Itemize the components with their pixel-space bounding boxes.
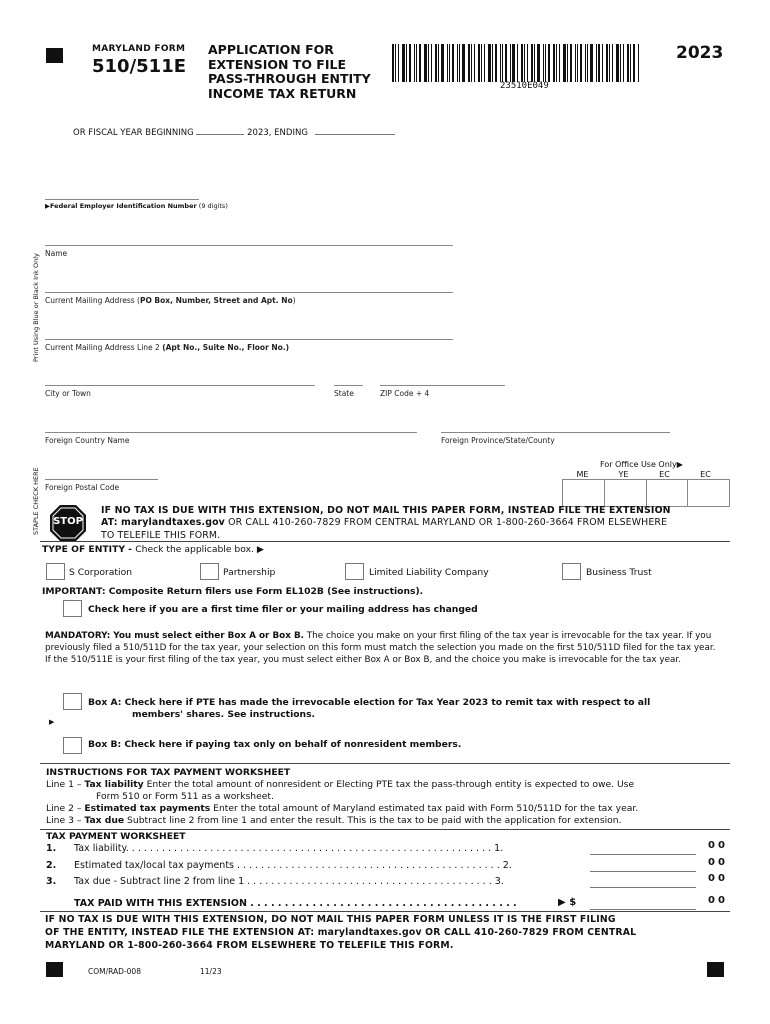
box-b-checkbox[interactable] <box>63 737 82 754</box>
mandatory-text-1: The choice you make on your first filing of the tax year is irrevocable for the tax year. If you previously filed a 510/511D for the tax year, your selection on this form must match the selection you made on the first 510/511D filed for the tax year. <box>45 631 716 653</box>
address1-label-prefix: Current Mailing Address ( <box>45 296 140 305</box>
instr-line2-prefix: Line 2 – <box>46 803 85 814</box>
barcode-bar <box>402 44 405 82</box>
line-number: 3. <box>46 876 57 887</box>
divider <box>40 541 730 542</box>
barcode-bar <box>409 44 411 82</box>
office-use-title-text: For Office Use Only <box>600 460 677 469</box>
barcode-bar <box>459 44 460 82</box>
box-b-label: Box B: Check here if paying tax only on behalf of nonresident members. <box>88 739 462 750</box>
foreign-country-field[interactable] <box>45 432 417 433</box>
barcode-bar <box>468 44 470 82</box>
barcode-bar <box>627 44 629 82</box>
instr-line3-text: Subtract line 2 from line 1 and enter the result. This is the tax to be paid with the application for extension. <box>124 815 622 826</box>
barcode-bar <box>585 44 586 82</box>
foreign-province-label: Foreign Province/State/County <box>441 436 555 445</box>
barcode-bar <box>481 44 482 82</box>
barcode-bar <box>527 44 528 82</box>
barcode-bar <box>570 44 572 82</box>
address2-label <box>45 343 289 352</box>
title-line: APPLICATION FOR <box>208 42 334 57</box>
barcode-bar <box>616 44 619 82</box>
foreign-postal-field[interactable] <box>45 479 158 480</box>
line-2-cents: 00 <box>708 857 728 868</box>
instr-line1-prefix: Line 1 – <box>46 779 85 790</box>
dollar-sign: $ <box>569 897 577 908</box>
office-use-title <box>600 460 683 469</box>
barcode-bar <box>587 44 588 82</box>
barcode-bar <box>596 44 597 82</box>
fein-label-note: (9 digits) <box>198 202 228 210</box>
barcode-bar <box>609 44 610 82</box>
barcode-bar <box>630 44 631 82</box>
barcode-bar <box>598 44 600 82</box>
total-cents: 00 <box>708 895 728 906</box>
address1-label <box>45 296 296 305</box>
barcode-bar <box>406 44 407 82</box>
barcode-bar <box>431 44 432 82</box>
line-text: Estimated tax/local tax payments . . . . . . . . . . . . . . . . . . . . . . . . . . . . . . . . . . . . . . . . . . . . 2. <box>74 860 512 871</box>
footer-notice-line: MARYLAND OR 1-800-260-3664 FROM ELSEWHERE TO TELEFILE THIS FORM. <box>45 940 454 951</box>
office-col-ec2: EC <box>700 470 711 479</box>
tax-paid-dollar <box>558 897 576 908</box>
barcode-bar <box>548 44 550 82</box>
line-1-cents: 00 <box>708 840 728 851</box>
divider <box>40 911 730 912</box>
barcode-bar <box>457 44 458 82</box>
barcode-bar <box>484 44 485 82</box>
fein-label <box>45 202 228 210</box>
box-a-checkbox[interactable] <box>63 693 82 710</box>
office-col-ec: EC <box>659 470 670 479</box>
barcode-bar <box>452 44 454 82</box>
partnership-label: Partnership <box>223 567 276 578</box>
barcode-bar <box>428 44 429 82</box>
barcode-bar <box>638 44 639 82</box>
barcode-bar <box>524 44 525 82</box>
instr-line1-bold: Tax liability <box>84 779 144 790</box>
barcode-bar <box>537 44 540 82</box>
barcode-bar <box>462 44 465 82</box>
barcode-bar <box>521 44 523 82</box>
tax-due-amount[interactable] <box>590 876 696 888</box>
barcode-bar <box>575 44 576 82</box>
barcode-bar <box>556 44 557 82</box>
barcode-bar <box>438 44 439 82</box>
instr-line3-bold: Tax due <box>84 815 125 826</box>
address2-label-bold: (Apt No., Suite No., Floor No.) <box>162 343 290 352</box>
s-corporation-checkbox[interactable] <box>46 563 65 580</box>
tax-liability-amount[interactable] <box>590 843 696 855</box>
barcode-bar <box>488 44 491 82</box>
fiscal-year-row <box>73 128 395 138</box>
business-trust-label: Business Trust <box>586 567 652 578</box>
barcode-bar <box>441 44 444 82</box>
llc-checkbox[interactable] <box>345 563 364 580</box>
instr-line3-prefix: Line 3 – <box>46 815 85 826</box>
mandatory-text-2: If the 510/511E is your first filing of the tax year, you must select either Box A or Box B, and the choice you make is irrevocable for the tax year. <box>45 655 682 665</box>
first-time-filer-checkbox[interactable] <box>63 600 82 617</box>
entity-type-label <box>42 544 264 555</box>
barcode-bar <box>416 44 417 82</box>
s-corporation-label: S Corporation <box>69 567 133 578</box>
office-use-grid <box>562 479 730 507</box>
important-note: IMPORTANT: Composite Return filers use Form EL102B (See instructions). <box>42 586 424 597</box>
barcode-bars <box>392 44 664 82</box>
barcode-bar <box>580 44 582 82</box>
barcode-bar <box>553 44 555 82</box>
name-label: Name <box>45 249 68 258</box>
instr-line1-text2: Form 510 or Form 511 as a worksheet. <box>96 791 274 802</box>
instr-line2-bold: Estimated tax payments <box>84 803 211 814</box>
stop-notice <box>101 505 671 542</box>
instr-line1-text: Enter the total amount of nonresident or Electing PTE tax the pass-through entity is expected to owe. Use <box>143 779 635 790</box>
barcode-bar <box>620 44 621 82</box>
barcode-bar <box>534 44 535 82</box>
arrow-right-icon: ▶ <box>558 897 566 908</box>
barcode <box>392 44 664 91</box>
barcode-bar <box>543 44 544 82</box>
arrow-right-icon: ▶ <box>49 718 55 726</box>
worksheet-title: TAX PAYMENT WORKSHEET <box>46 831 186 842</box>
form-number: 510/511E <box>92 56 187 77</box>
barcode-bar <box>606 44 608 82</box>
title-line: PASS-THROUGH ENTITY <box>208 71 371 86</box>
instr-line2-text: Enter the total amount of Maryland estimated tax paid with Form 510/511D for the tax year. <box>210 803 639 814</box>
barcode-bar <box>419 44 421 82</box>
divider <box>40 763 730 764</box>
city-label: City or Town <box>45 389 91 398</box>
foreign-province-field[interactable] <box>441 432 670 433</box>
name-field[interactable] <box>45 245 453 246</box>
estimated-payments-amount[interactable] <box>590 860 696 872</box>
barcode-bar <box>517 44 518 82</box>
business-trust-checkbox[interactable] <box>562 563 581 580</box>
stop-sign-text: STOP <box>53 516 83 527</box>
instructions-title: INSTRUCTIONS FOR TAX PAYMENT WORKSHEET <box>46 767 291 778</box>
office-cell <box>605 480 647 506</box>
barcode-bar <box>512 44 515 82</box>
box-a-label <box>88 697 650 721</box>
registration-mark-bottom-left <box>46 962 63 977</box>
barcode-bar <box>478 44 480 82</box>
worksheet-line-1 <box>46 843 586 854</box>
footer-notice <box>45 913 636 952</box>
fein-label-bold: Federal Employer Identification Number <box>50 202 197 210</box>
arrow-right-icon: ▶ <box>676 460 683 469</box>
city-field[interactable] <box>45 385 315 386</box>
entity-label-bold: TYPE OF ENTITY - <box>42 544 136 555</box>
barcode-bar <box>545 44 546 82</box>
form-title <box>208 43 371 101</box>
foreign-country-label: Foreign Country Name <box>45 436 130 445</box>
entity-label-rest: Check the applicable box. <box>135 544 254 555</box>
barcode-bar <box>633 44 635 82</box>
barcode-bar <box>623 44 624 82</box>
fiscal-end-field[interactable] <box>315 134 395 135</box>
form-code: COM/RAD-008 <box>88 967 141 976</box>
address2-label-prefix: Current Mailing Address Line 2 <box>45 343 163 352</box>
barcode-bar <box>398 44 399 82</box>
divider <box>40 829 730 830</box>
barcode-bar <box>449 44 450 82</box>
barcode-bar <box>492 44 493 82</box>
registration-mark-top-left <box>46 48 63 63</box>
worksheet-instructions <box>46 767 730 827</box>
mandatory-paragraph <box>45 630 725 666</box>
barcode-bar <box>510 44 511 82</box>
barcode-bar <box>447 44 448 82</box>
stop-line-3: TO TELEFILE THIS FORM. <box>101 529 221 541</box>
line-text: Tax due - Subtract line 2 from line 1 . . . . . . . . . . . . . . . . . . . . . . . . . . . . . . . . . . . . . . . . . 3. <box>74 876 504 887</box>
stop-line-1: IF NO TAX IS DUE WITH THIS EXTENSION, DO NOT MAIL THIS PAPER FORM, INSTEAD FILE THE EXTENSION <box>101 505 671 516</box>
address2-field[interactable] <box>45 339 453 340</box>
barcode-bar <box>563 44 566 82</box>
form-revision: 11/23 <box>200 967 222 976</box>
ink-instruction: Print Using Blue or Black Ink Only <box>32 253 40 362</box>
state-field[interactable] <box>334 385 363 386</box>
office-cell <box>688 480 729 506</box>
footer-notice-line: IF NO TAX IS DUE WITH THIS EXTENSION, DO NOT MAIL THIS PAPER FORM UNLESS IT IS THE FIRST FILING <box>45 914 616 925</box>
first-time-filer-label: Check here if you are a first time filer or your mailing address has changed <box>88 604 478 615</box>
barcode-bar <box>424 44 427 82</box>
line-3-cents: 00 <box>708 873 728 884</box>
box-a-line-2: members' shares. See instructions. <box>132 709 316 720</box>
barcode-bar <box>392 44 394 82</box>
office-cell <box>563 480 605 506</box>
barcode-bar <box>502 44 503 82</box>
barcode-bar <box>495 44 497 82</box>
line-number: 2. <box>46 860 57 871</box>
barcode-bar <box>500 44 501 82</box>
foreign-postal-label: Foreign Postal Code <box>45 483 120 492</box>
address1-label-suffix: ) <box>292 296 296 305</box>
barcode-bar <box>395 44 396 82</box>
footer-notice-line: OF THE ENTITY, INSTEAD FILE THE EXTENSION AT: marylandtaxes.gov OR CALL 410-260-7829 FROM CENTRAL <box>45 927 637 938</box>
llc-label: Limited Liability Company <box>369 567 489 578</box>
partnership-checkbox[interactable] <box>200 563 219 580</box>
title-line: INCOME TAX RETURN <box>208 85 357 101</box>
state-label: State <box>334 389 354 398</box>
zip-field[interactable] <box>380 385 505 386</box>
barcode-bar <box>602 44 603 82</box>
tax-paid-label: TAX PAID WITH THIS EXTENSION . . . . . . . . . . . . . . . . . . . . . . . . . . . . . . . . . . . . . . . <box>74 898 517 909</box>
box-a-line-1: Box A: Check here if PTE has made the irrevocable election for Tax Year 2023 to remit tax with respect to all <box>88 697 651 708</box>
fiscal-year-mid-label: 2023, ENDING <box>247 128 308 138</box>
line-number: 1. <box>46 843 57 854</box>
title-line: EXTENSION TO FILE <box>208 56 346 72</box>
fein-field[interactable] <box>45 199 199 200</box>
staple-instruction: STAPLE CHECK HERE <box>32 467 40 535</box>
office-use-headers <box>562 470 728 479</box>
worksheet-line-3 <box>46 876 586 887</box>
stop-line-2-bold: AT: marylandtaxes.gov <box>101 517 225 529</box>
worksheet-line-2 <box>46 860 586 871</box>
arrow-right-icon: ▶ <box>45 202 50 210</box>
registration-mark-bottom-right <box>707 962 724 977</box>
address1-field[interactable] <box>45 292 453 293</box>
barcode-bar <box>471 44 472 82</box>
tax-year: 2023 <box>676 43 724 63</box>
office-col-me: ME <box>576 470 589 479</box>
line-text: Tax liability. . . . . . . . . . . . . . . . . . . . . . . . . . . . . . . . . . . . . . . . . . . . . . . . . . . . . . . . . . . . . 1. <box>74 843 504 854</box>
barcode-bar <box>474 44 475 82</box>
barcode-bar <box>505 44 507 82</box>
barcode-bar <box>567 44 568 82</box>
barcode-bar <box>435 44 437 82</box>
arrow-right-icon: ▶ <box>256 544 264 555</box>
stop-sign-icon <box>49 504 87 546</box>
fiscal-begin-field[interactable] <box>196 134 244 135</box>
barcode-bar <box>559 44 560 82</box>
barcode-bar <box>590 44 593 82</box>
tax-paid-amount[interactable] <box>590 898 696 910</box>
barcode-bar <box>531 44 533 82</box>
zip-label: ZIP Code + 4 <box>380 389 430 398</box>
address1-label-bold: PO Box, Number, Street and Apt. No <box>139 296 293 305</box>
form-state-label: MARYLAND FORM <box>92 44 186 54</box>
barcode-bar <box>612 44 613 82</box>
barcode-bar <box>414 44 415 82</box>
office-cell <box>647 480 689 506</box>
barcode-bar <box>577 44 578 82</box>
stop-line-2-rest: OR CALL 410-260-7829 FROM CENTRAL MARYLAND OR 1-800-260-3664 FROM ELSEWHERE <box>224 517 668 529</box>
barcode-text: 23510E049 <box>500 81 549 91</box>
mandatory-bold: MANDATORY: You must select either Box A or Box B. <box>45 631 304 641</box>
fiscal-year-begin-label: OR FISCAL YEAR BEGINNING <box>73 128 194 138</box>
office-col-ye: YE <box>618 470 629 479</box>
